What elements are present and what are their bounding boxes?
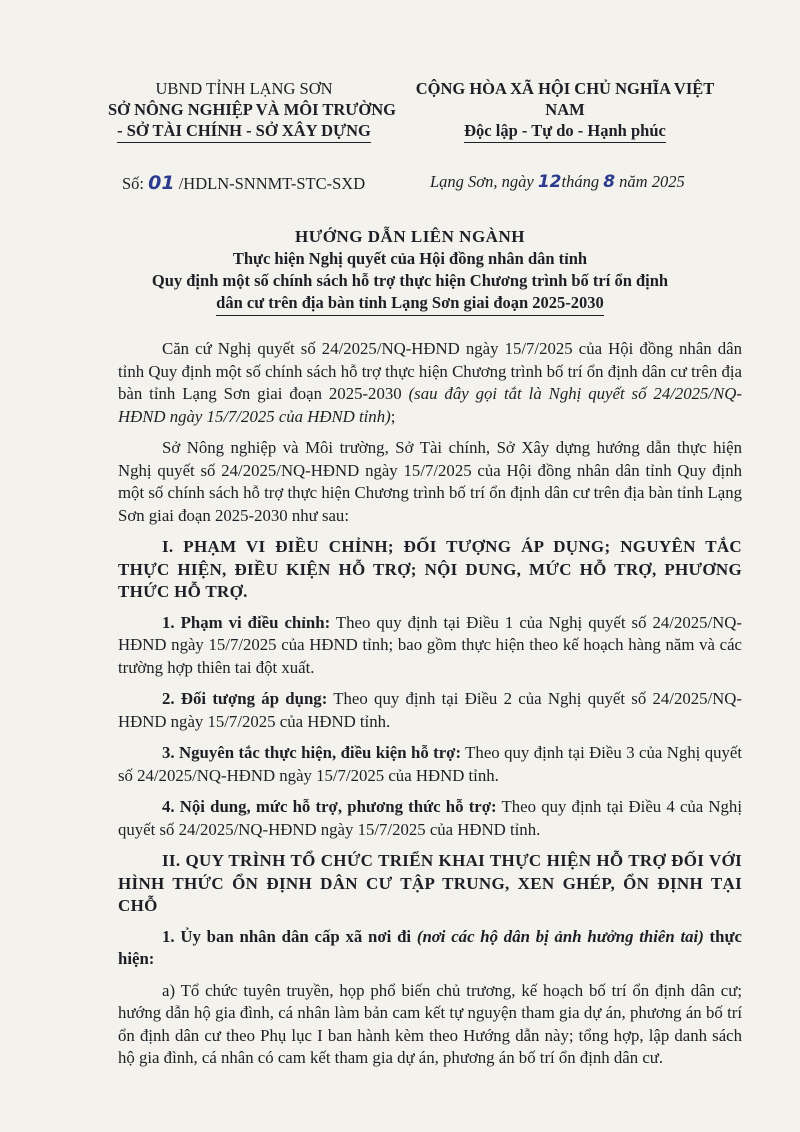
item-3 (118, 742, 742, 787)
section-2-item-1 (118, 926, 742, 971)
section-2-item-1a: a) Tổ chức tuyên truyền, họp phổ biến chủ trương, kế hoạch bố trí ổn định dân cư; hướng dẫn hộ gia đình, cá nhân làm bản cam kết tự nguyện tham gia dự án, phương án bố trí ổn định dân cư theo Phụ lục I ban hành kèm theo Hướng dẫn này; tổng hợp, lập danh sách hộ gia đình, cá nhân có cam kết tham gia dự án, phương án bố trí ổn định dân cư. (118, 980, 742, 1067)
handwritten-month: 8 (603, 172, 616, 192)
place-date-part3: năm 2025 (619, 172, 685, 191)
agency-line-3 (108, 120, 380, 143)
paragraph-intro: Sở Nông nghiệp và Môi trường, Sở Tài chính, Sở Xây dựng hướng dẫn thực hiện Nghị quyết số 24/2025/NQ-HĐND ngày 15/7/2025 của Hội đồng nhân dân tỉnh Quy định một số chính sách hỗ trợ thực hiện Chương trình bố trí ổn định dân cư trên địa bàn tỉnh Lạng Sơn giai đoạn 2025-2030 như sau: (118, 438, 742, 525)
item-2-head: 2. Đối tượng áp dụng: (162, 689, 328, 708)
item-4-text: Theo quy định tại Điều 4 của Nghị quyết số 24/2025/NQ-HĐND ngày 15/7/2025 của HĐND tỉnh. (118, 797, 742, 839)
p1-italic: (sau đây gọi tắt là Nghị quyết số 24/2025/NQ-HĐND ngày 15/7/2025 của HĐND tỉnh) (118, 384, 742, 426)
item-2-text: Theo quy định tại Điều 2 của Nghị quyết số 24/2025/NQ-HĐND ngày 15/7/2025 của HĐND tỉnh. (118, 689, 742, 731)
paragraph-legal-basis (118, 338, 742, 428)
item-2 (118, 688, 742, 733)
p1-end: ; (390, 406, 396, 426)
item-4-head: 4. Nội dung, mức hỗ trợ, phương thức hỗ trợ: (162, 797, 497, 816)
item-1 (118, 612, 742, 680)
national-motto-block (395, 78, 735, 143)
docno-prefix: Số: (122, 174, 145, 193)
document-body (118, 338, 742, 1079)
national-name: CỘNG HÒA XÃ HỘI CHỦ NGHĨA VIỆT NAM (415, 79, 715, 119)
motto-line (395, 120, 735, 143)
title-line-3: Quy định một số chính sách hỗ trợ thực hiện Chương trình bố trí ổn định (151, 271, 669, 290)
agency-line-1: UBND TỈNH LẠNG SƠN (155, 79, 333, 98)
place-date-part1: Lạng Sơn, ngày (430, 172, 534, 191)
title-line-2: Thực hiện Nghị quyết của Hội đồng nhân dân tỉnh (232, 249, 588, 268)
item-1-head: 1. Phạm vi điều chỉnh: (162, 612, 331, 632)
s2-item-1-end: thực hiện: (118, 926, 743, 968)
item-1-text: Theo quy định tại Điều 1 của Nghị quyết số 24/2025/NQ-HĐND ngày 15/7/2025 của HĐND tỉnh; bao gồm thực hiện theo kế hoạch hàng năm và các trường hợp thiên tai đột xuất. (118, 612, 742, 677)
agency-line-2: SỞ NÔNG NGHIỆP VÀ MÔI TRƯỜNG (108, 100, 397, 119)
item-4 (118, 796, 742, 841)
handwritten-day: 12 (537, 172, 562, 192)
document-header (0, 78, 800, 148)
docno-suffix: /HDLN-SNNMT-STC-SXD (178, 174, 366, 193)
docno-handwritten-number: 01 (148, 172, 175, 194)
document-number (122, 172, 365, 194)
place-date-part2: tháng (561, 172, 600, 191)
agency-line-3-text: - SỞ TÀI CHÍNH - SỞ XÂY DỰNG (117, 120, 371, 143)
document-title (100, 226, 720, 316)
p1-text: Căn cứ Nghị quyết số 24/2025/NQ-HĐND ngày 15/7/2025 của Hội đồng nhân dân tỉnh Quy định một số chính sách hỗ trợ thực hiện Chương trình bố trí ổn định dân cư trên địa bàn tỉnh Lạng Sơn giai đoạn 2025-2030 (118, 339, 742, 403)
title-main: HƯỚNG DẪN LIÊN NGÀNH (295, 227, 525, 246)
motto-text: Độc lập - Tự do - Hạnh phúc (464, 120, 666, 143)
s2-item-1-italic: (nơi các hộ dân bị ảnh hưởng thiên tai) (416, 926, 704, 946)
place-and-date (430, 172, 685, 192)
title-line-4-text: dân cư trên địa bàn tỉnh Lạng Sơn giai đoạn 2025-2030 (216, 292, 604, 316)
title-line-4 (100, 292, 720, 316)
item-3-text: Theo quy định tại Điều 3 của Nghị quyết số 24/2025/NQ-HĐND ngày 15/7/2025 của HĐND tỉnh. (118, 743, 743, 785)
section-heading-2: II. QUY TRÌNH TỔ CHỨC TRIỂN KHAI THỰC HIỆN HỖ TRỢ ĐỐI VỚI HÌNH THỨC ỔN ĐỊNH DÂN CƯ TẬP TRUNG, XEN GHÉP, ỔN ĐỊNH TẠI CHỖ (118, 851, 742, 915)
issuing-agency-block (108, 78, 397, 143)
item-3-head: 3. Nguyên tắc thực hiện, điều kiện hỗ trợ: (162, 743, 462, 762)
section-heading-1: I. PHẠM VI ĐIỀU CHỈNH; ĐỐI TƯỢNG ÁP DỤNG; NGUYÊN TẮC THỰC HIỆN, ĐIỀU KIỆN HỖ TRỢ; NỘI DUNG, MỨC HỖ TRỢ, PHƯƠNG THỨC HỖ TRỢ. (118, 537, 742, 601)
s2-item-1-head: 1. Ủy ban nhân dân cấp xã nơi đi (162, 926, 417, 946)
